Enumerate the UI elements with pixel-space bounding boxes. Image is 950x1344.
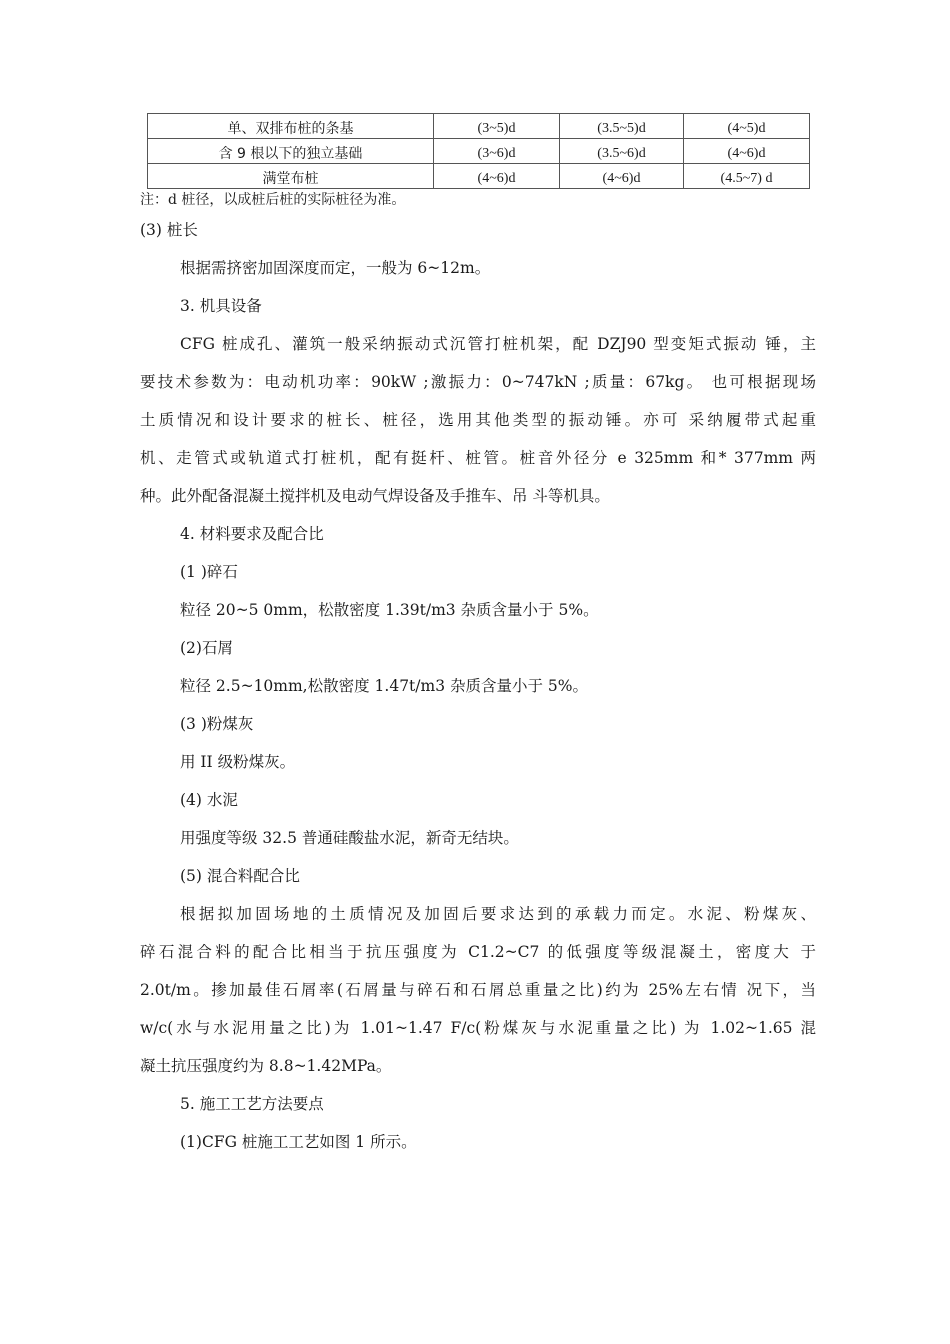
table-cell: (4~6)d [434,164,560,189]
table-cell: (3~6)d [434,139,560,164]
table-row [148,114,810,139]
table-cell: (4~6)d [560,164,684,189]
table-cell: 含 9 根以下的独立基础 [148,139,434,164]
subsection-heading: (1)CFG 桩施工工艺如图 1 所示。 [180,1133,417,1151]
paragraph-line: 粒径 20~5 0mm，松散密度 1.39t/m3 杂质含量小于 5%。 [180,601,599,619]
subsection-heading: (1 )碎石 [180,563,238,581]
paragraph-line: 根据需挤密加固深度而定，一般为 6~12m。 [180,259,491,277]
paragraph-line: 粒径 2.5~10mm,松散密度 1.47t/m3 杂质含量小于 5%。 [180,677,589,695]
table-cell: 单、双排布桩的条基 [148,114,434,139]
paragraph-line: CFG 桩成孔、灌筑一般采纳振动式沉管打桩机架，配 DZJ90 型变矩式振动 锤，主 [180,335,816,353]
paragraph-line: 2.0t/m。掺加最佳石屑率(石屑量与碎石和石屑总重量之比)约为 25%左右情 况下，当 [140,981,816,999]
paragraph-line: 用强度等级 32.5 普通硅酸盐水泥，新奇无结块。 [180,829,519,847]
section-heading: (3) 桩长 [140,221,198,239]
table-note: 注：d 桩径，以成桩后桩的实际桩径为准。 [140,192,406,208]
section-heading: 5. 施工工艺方法要点 [180,1095,324,1113]
section-heading: 3. 机具设备 [180,297,262,315]
subsection-heading: (4) 水泥 [180,791,238,809]
subsection-heading: (2)石屑 [180,639,233,657]
section-heading: 4. 材料要求及配合比 [180,525,324,543]
pile-spacing-table [147,113,810,189]
table-cell: (3~5)d [434,114,560,139]
table-cell: (3.5~6)d [560,139,684,164]
paragraph-line: 碎石混合料的配合比相当于抗压强度为 C1.2~C7 的低强度等级混凝土，密度大 于 [140,943,816,961]
subsection-heading: (5) 混合料配合比 [180,867,300,885]
table-cell: (4~5)d [684,114,810,139]
paragraph-line: 土质情况和设计要求的桩长、桩径，选用其他类型的振动锤。亦可 采纳履带式起重 [140,411,816,429]
table-cell: 满堂布桩 [148,164,434,189]
paragraph-line: 机、走管式或轨道式打桩机，配有挺杆、桩管。桩音外径分 e 325mm 和* 377mm 两 [140,449,816,467]
paragraph-line: 种。此外配备混凝土搅拌机及电动气焊设备及手推车、吊 斗等机具。 [140,487,610,505]
paragraph-line: 用 II 级粉煤灰。 [180,753,296,771]
paragraph-line: w/c(水与水泥用量之比)为 1.01~1.47 F/c(粉煤灰与水泥重量之比) 为 1.02~1.65 混 [140,1019,816,1037]
table-cell: (3.5~5)d [560,114,684,139]
table-row [148,139,810,164]
paragraph-line: 要技术参数为：电动机功率：90kW ;激振力：0~747kN ;质量：67kg。 也可根据现场 [140,373,816,391]
table-cell: (4.5~7) d [684,164,810,189]
paragraph-line: 根据拟加固场地的土质情况及加固后要求达到的承载力而定。水泥、粉煤灰、 [180,905,816,923]
table-cell: (4~6)d [684,139,810,164]
subsection-heading: (3 )粉煤灰 [180,715,254,733]
paragraph-line: 凝土抗压强度约为 8.8~1.42MPa。 [140,1057,392,1075]
table-row [148,164,810,189]
